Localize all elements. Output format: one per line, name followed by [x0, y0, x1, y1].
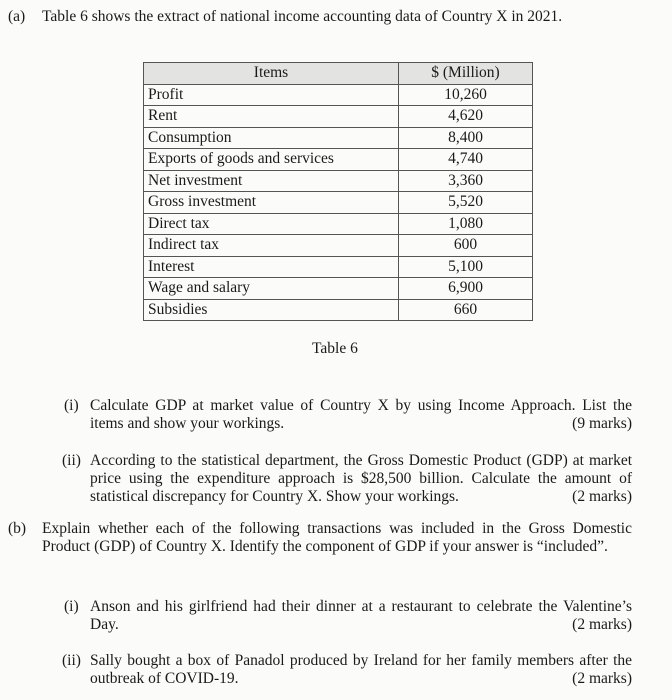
- part-a-label: (a): [8, 8, 26, 25]
- table-row: [144, 84, 533, 106]
- marks: (2 marks): [572, 670, 632, 687]
- question-a-ii-label: (ii): [62, 452, 81, 469]
- item-name: Consumption: [144, 127, 399, 149]
- question-text: Anson and his girlfriend had their dinner at a restaurant to celebrate the Valentine’s Day.: [90, 598, 632, 633]
- item-value: 5,520: [399, 192, 533, 214]
- question-b-i: [90, 598, 632, 634]
- question-a-i: [90, 397, 632, 433]
- item-value: 5,100: [399, 256, 533, 278]
- item-value: 600: [399, 235, 533, 257]
- item-value: 8,400: [399, 127, 533, 149]
- table-header-row: [144, 63, 533, 85]
- table-row: [144, 213, 533, 235]
- marks: (9 marks): [572, 415, 632, 432]
- table-row: [144, 106, 533, 128]
- item-name: Direct tax: [144, 213, 399, 235]
- question-a-i-label: (i): [64, 397, 79, 414]
- item-value: 4,620: [399, 106, 533, 128]
- item-value: 1,080: [399, 213, 533, 235]
- question-b-i-label: (i): [64, 598, 79, 615]
- item-name: Indirect tax: [144, 235, 399, 257]
- item-value: 660: [399, 299, 533, 321]
- item-name: Exports of goods and services: [144, 149, 399, 171]
- income-table: [143, 62, 533, 321]
- item-value: 4,740: [399, 149, 533, 171]
- part-b-intro: Explain whether each of the following transactions was included in the Gross Domestic Product (GDP) of Country X. Identify the component of GDP if your answer is “included”.: [42, 520, 632, 555]
- table-row: [144, 170, 533, 192]
- question-a-ii: [90, 452, 632, 506]
- table-row: [144, 127, 533, 149]
- question-text: Sally bought a box of Panadol produced by Ireland for her family members after the outbreak of COVID-19.: [90, 652, 632, 687]
- table-row: [144, 278, 533, 300]
- question-text: Calculate GDP at market value of Country X by using Income Approach. List the items and show your workings.: [90, 397, 632, 432]
- question-b-ii: [90, 652, 632, 688]
- item-value: 10,260: [399, 84, 533, 106]
- header-value: $ (Million): [399, 63, 533, 85]
- marks: (2 marks): [572, 616, 632, 633]
- table-row: [144, 192, 533, 214]
- header-items: Items: [144, 63, 399, 85]
- question-b-ii-label: (ii): [62, 652, 81, 669]
- item-name: Wage and salary: [144, 278, 399, 300]
- item-name: Interest: [144, 256, 399, 278]
- item-name: Profit: [144, 84, 399, 106]
- item-name: Subsidies: [144, 299, 399, 321]
- item-name: Gross investment: [144, 192, 399, 214]
- marks: (2 marks): [566, 488, 632, 506]
- table-row: [144, 235, 533, 257]
- part-a-intro: Table 6 shows the extract of national income accounting data of Country X in 2021.: [42, 8, 563, 25]
- item-name: Rent: [144, 106, 399, 128]
- table-row: [144, 299, 533, 321]
- item-value: 6,900: [399, 278, 533, 300]
- part-b-label: (b): [8, 520, 27, 537]
- table-caption: Table 6: [312, 340, 358, 357]
- item-name: Net investment: [144, 170, 399, 192]
- item-value: 3,360: [399, 170, 533, 192]
- table-row: [144, 149, 533, 171]
- table-row: [144, 256, 533, 278]
- question-text: According to the statistical department, the Gross Domestic Product (GDP) at market price using the expenditure approach is $28,500 billion. Calculate the amount of statistical discrepancy for Country X. Show your workings.: [90, 452, 632, 505]
